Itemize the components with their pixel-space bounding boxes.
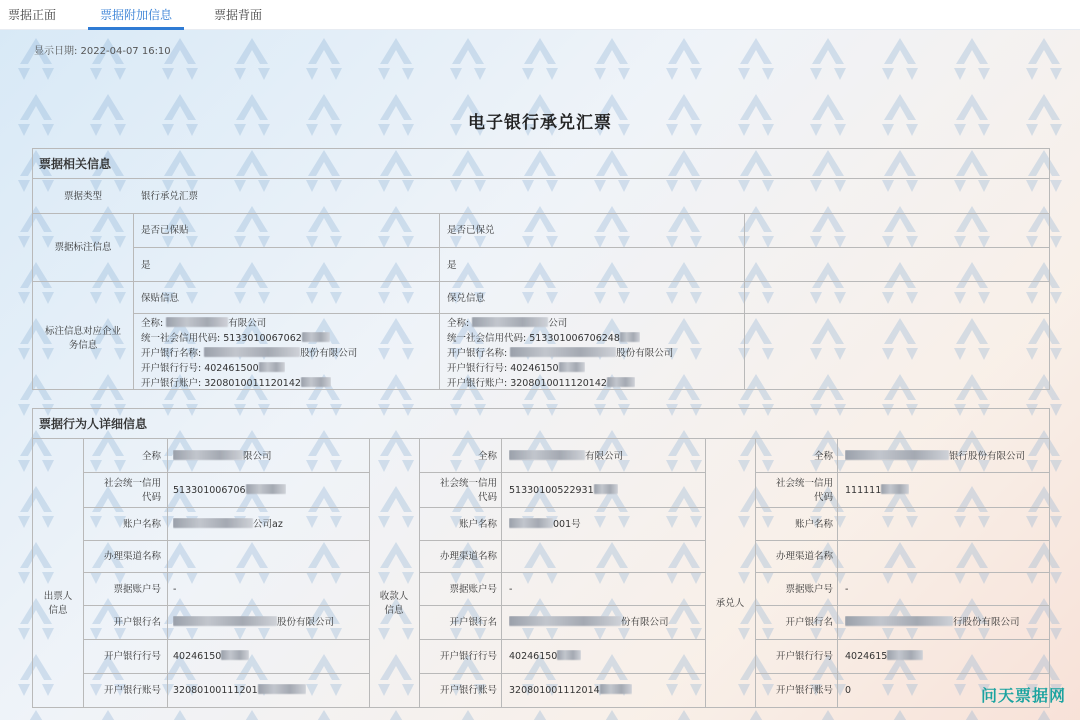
drawer-credit-code-label-1: 社会统一信用 (103, 478, 161, 489)
payee-credit-code-label-1: 社会统一信用 (439, 478, 497, 489)
drawer-full-name: 限公司 (173, 450, 272, 463)
confirm-credit-code: 统一社会信用代码: 513301006706248 (447, 332, 640, 345)
confirm-bank-no: 开户银行行号: 40246150 (447, 362, 585, 375)
acceptor-credit-code-label-2: 代码 (813, 492, 833, 503)
drawer-bank-no: 40246150 (173, 650, 249, 663)
drawer-bill-account-label: 票据账户号 (113, 584, 161, 595)
acceptor-bank-name-label: 开户银行名 (785, 617, 833, 628)
related-info-section (32, 148, 1050, 390)
acceptor-credit-code: 111111 (845, 484, 909, 497)
drawer-bill-account: - (173, 584, 177, 595)
acceptor-credit-code-label-1: 社会统一信用 (775, 478, 833, 489)
payee-label-line2: 信息 (384, 605, 404, 616)
guarantee-full-name: 全称: 有限公司 (141, 318, 267, 329)
payee-bank-no-label: 开户银行行号 (439, 651, 497, 662)
payee-bank-name: 份有限公司 (509, 616, 669, 629)
acceptor-bank-no-label: 开户银行行号 (775, 651, 833, 662)
bill-type-label: 票据类型 (63, 191, 102, 202)
site-watermark: 问天票据网 (980, 686, 1066, 705)
tab-bill-back[interactable]: 票据背面 (214, 8, 263, 22)
tab-bill-additional-info[interactable]: 票据附加信息 (100, 0, 172, 30)
tab-bill-front[interactable]: 票据正面 (8, 8, 57, 22)
payee-bill-account-label: 票据账户号 (449, 584, 497, 595)
payee-label-line1: 收款人 (379, 591, 409, 602)
guaranteed-value: 是 (141, 260, 151, 271)
confirm-info-header: 保兑信息 (447, 293, 486, 304)
confirmed-value: 是 (447, 260, 457, 271)
drawer-account-name-label: 账户名称 (122, 519, 161, 530)
payee-full-name: 有限公司 (509, 450, 623, 463)
payee-full-name-label: 全称 (477, 451, 497, 462)
drawer-bank-account: 32080100111201 (173, 684, 306, 697)
drawer-credit-code-label-2: 代码 (141, 492, 161, 503)
acceptor-full-name: 银行股份有限公司 (845, 450, 1025, 463)
drawer-bank-name: 股份有限公司 (173, 616, 334, 629)
confirm-bank-name: 开户银行名称: 股份有限公司 (447, 348, 674, 359)
payee-bank-account-label: 开户银行账号 (439, 685, 497, 696)
guarantee-bank-no: 开户银行行号: 402461500 (141, 362, 285, 375)
confirm-bank-account: 开户银行账户: 3208010011120142 (447, 377, 635, 390)
enterprise-label-line2: 务信息 (68, 340, 98, 351)
acceptor-bank-no: 4024615 (845, 650, 923, 663)
payee-credit-code: 51330100522931 (509, 484, 618, 497)
enterprise-label-line1: 标注信息对应企业 (44, 326, 121, 337)
payee-credit-code-label-2: 代码 (477, 492, 497, 503)
drawer-full-name-label: 全称 (141, 451, 161, 462)
drawer-credit-code: 513301006706 (173, 484, 286, 497)
payee-bill-account: - (509, 584, 513, 595)
payee-account-name: 001号 (509, 518, 581, 531)
confirmed-header: 是否已保兑 (447, 225, 495, 236)
drawer-label-line2: 信息 (48, 605, 68, 616)
guarantee-bank-name: 开户银行名称: 股份有限公司 (141, 348, 358, 359)
acceptor-bank-account-label: 开户银行账号 (775, 685, 833, 696)
related-info-header: 票据相关信息 (33, 149, 1049, 179)
payee-bank-name-label: 开户银行名 (449, 617, 497, 628)
acceptor-channel-label: 办理渠道名称 (775, 551, 833, 562)
guarantee-bank-account: 开户银行账户: 3208010011120142 (141, 377, 331, 390)
bill-type-value: 银行承兑汇票 (141, 191, 199, 202)
guarantee-info-header: 保贴信息 (141, 293, 180, 304)
parties-section (32, 408, 1050, 708)
display-date: 显示日期: 2022-04-07 16:10 (34, 46, 171, 57)
acceptor-bank-account: 0 (845, 685, 852, 696)
guarantee-credit-code: 统一社会信用代码: 5133010067062 (141, 332, 330, 345)
drawer-bank-name-label: 开户银行名 (113, 617, 161, 628)
drawer-bank-no-label: 开户银行行号 (103, 651, 161, 662)
drawer-bank-account-label: 开户银行账号 (103, 685, 161, 696)
bill-document (0, 30, 1080, 720)
mark-info-label: 票据标注信息 (54, 242, 112, 253)
drawer-label-line1: 出票人 (43, 591, 73, 602)
tab-bar (0, 0, 1080, 30)
payee-bank-account: 320801001112014 (509, 684, 632, 697)
acceptor-account-name-label: 账户名称 (794, 519, 833, 530)
acceptor-label: 承兑人 (715, 598, 745, 609)
drawer-account-name: 公司az (173, 518, 283, 531)
document-title: 电子银行承兑汇票 (468, 113, 612, 133)
acceptor-bank-name: 行股份有限公司 (845, 616, 1020, 629)
acceptor-bill-account-label: 票据账户号 (785, 584, 833, 595)
parties-header: 票据行为人详细信息 (33, 409, 1049, 439)
guaranteed-header: 是否已保贴 (141, 225, 189, 236)
drawer-channel-label: 办理渠道名称 (103, 551, 161, 562)
confirm-full-name: 全称: 公司 (447, 318, 568, 329)
payee-bank-no: 40246150 (509, 650, 581, 663)
acceptor-bill-account: - (845, 584, 849, 595)
acceptor-full-name-label: 全称 (813, 451, 833, 462)
payee-channel-label: 办理渠道名称 (439, 551, 497, 562)
payee-account-name-label: 账户名称 (458, 519, 497, 530)
